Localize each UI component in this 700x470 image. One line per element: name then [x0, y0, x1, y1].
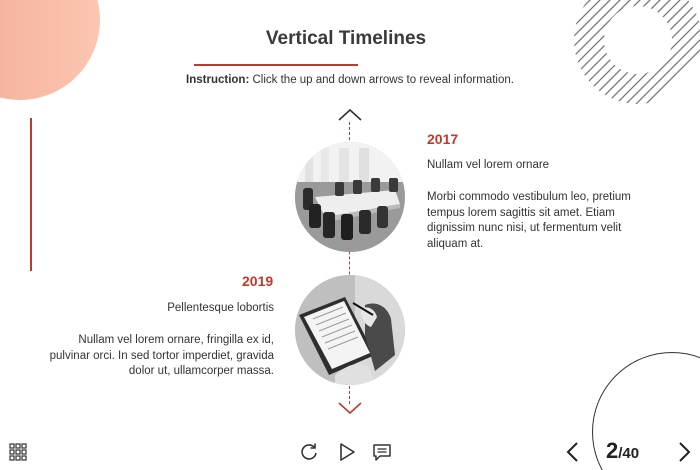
timeline-image-clipboard-signing — [295, 275, 405, 385]
chevron-down-icon[interactable] — [337, 401, 363, 415]
instruction-text — [0, 74, 700, 86]
timeline-body: Nullam vel lorem ornare, fringilla ex id, pulvinar orci. In sed tortor imperdiet, gravida dolor ut, ullamcorper massa. — [49, 334, 274, 377]
page-current: 2 — [606, 438, 619, 463]
page-counter — [606, 438, 639, 464]
timeline-body: Morbi commodo vestibulum leo, pretium tempus lorem sagittis sit amet. Etiam dignissim nunc nisi, ut fermentum velit aliquam at. — [427, 191, 631, 250]
notes-icon[interactable] — [371, 441, 393, 463]
page-title: Vertical Timelines — [265, 28, 427, 49]
page-total: /40 — [618, 445, 640, 462]
decorative-left-accent-bar — [30, 118, 32, 271]
chevron-up-icon[interactable] — [337, 108, 363, 122]
menu-grid-icon[interactable] — [9, 443, 27, 461]
play-icon[interactable] — [336, 441, 358, 463]
timeline-year-2019: 2019 — [242, 273, 274, 289]
timeline-subtitle: Nullam vel lorem ornare — [427, 159, 550, 171]
timeline-subtitle: Pellentesque lobortis — [167, 302, 274, 314]
timeline-image-conference-room — [295, 142, 405, 252]
replay-icon[interactable] — [298, 441, 320, 463]
instruction-body: Click the up and down arrows to reveal information. — [249, 74, 514, 86]
decorative-striped-ring — [570, 0, 700, 110]
chevron-right-icon[interactable] — [676, 441, 692, 463]
title-underline — [194, 64, 358, 66]
instruction-label: Instruction: — [186, 74, 250, 86]
timeline-year-2017: 2017 — [427, 131, 459, 147]
chevron-left-icon[interactable] — [565, 441, 581, 463]
